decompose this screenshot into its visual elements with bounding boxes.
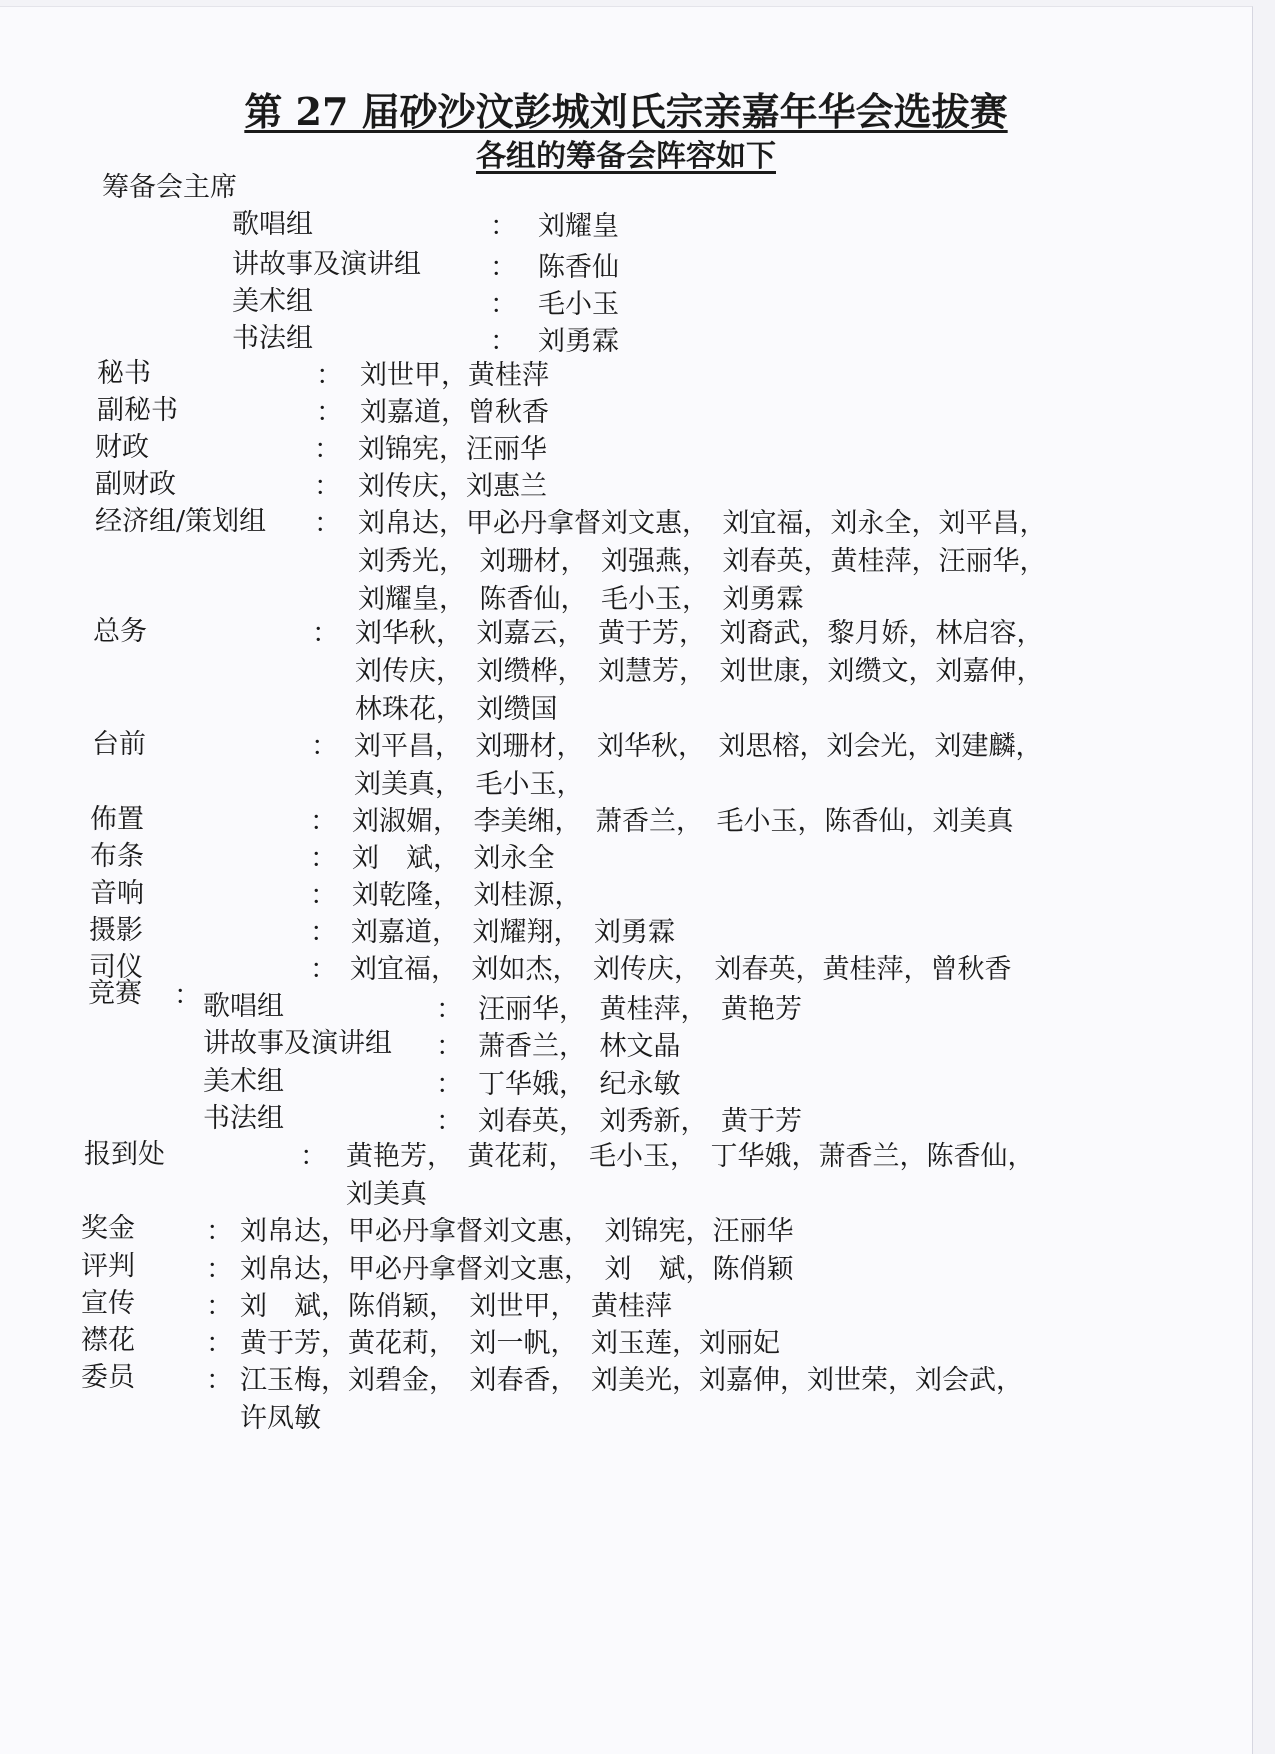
- competition-group-members: 丁华娥， 纪永敏: [478, 1069, 681, 1100]
- role-members: 刘宜福， 刘如杰， 刘传庆， 刘春英，黄桂萍，曾秋香: [350, 954, 1012, 985]
- colon-separator: ：: [490, 252, 517, 283]
- colon-separator: ：: [490, 211, 517, 242]
- role-label: 报到处: [84, 1139, 165, 1170]
- role-label: 财政: [95, 432, 149, 463]
- role-members: 刘 斌，陈俏颖， 刘世甲， 黄桂萍: [240, 1291, 672, 1322]
- document-subtitle: 各组的筹备会阵容如下: [476, 139, 776, 174]
- role-label: 秘书: [97, 358, 151, 389]
- role-members: 刘华秋， 刘嘉云， 黄于芳， 刘裔武，黎月娇，林启容，: [355, 618, 1044, 649]
- chairman-group-member: 陈香仙: [538, 252, 619, 283]
- competition-group-name: 歌唱组: [203, 991, 284, 1022]
- colon-separator: ：: [206, 1328, 233, 1359]
- role-label: 台前: [92, 729, 146, 760]
- document-title: 第 27 届砂沙汶彭城刘氏宗亲嘉年华会选拔赛: [244, 89, 1008, 134]
- role-members: 刘淑媚， 李美缃， 萧香兰， 毛小玉，陈香仙，刘美真: [352, 806, 1014, 837]
- colon-separator: ：: [310, 880, 337, 911]
- role-label: 襟花: [81, 1325, 135, 1356]
- role-members: 刘乾隆， 刘桂源，: [352, 880, 582, 911]
- role-members: 刘帛达，甲必丹拿督刘文惠， 刘宜福，刘永全，刘平昌，: [358, 508, 1047, 539]
- role-members: 刘美真， 毛小玉，: [354, 769, 584, 800]
- competition-group-name: 讲故事及演讲组: [203, 1028, 392, 1059]
- colon-separator: ：: [310, 954, 337, 985]
- chairman-group-name: 歌唱组: [232, 209, 313, 240]
- colon-separator: ：: [436, 1069, 463, 1100]
- role-members: 刘锦宪，汪丽华: [358, 434, 547, 465]
- colon-separator: ：: [314, 434, 341, 465]
- competition-group-members: 刘春英， 刘秀新， 黄于芳: [478, 1106, 802, 1137]
- role-label: 副财政: [95, 469, 176, 500]
- role-label: 布条: [90, 841, 144, 872]
- role-members: 江玉梅，刘碧金， 刘春香， 刘美光，刘嘉伸，刘世荣，刘会武，: [240, 1365, 1023, 1396]
- colon-separator: ：: [314, 471, 341, 502]
- chairman-group-name: 讲故事及演讲组: [232, 249, 421, 280]
- role-label: 司仪: [89, 952, 143, 983]
- colon-separator: ：: [206, 1291, 233, 1322]
- role-members: 许凤敏: [240, 1403, 321, 1434]
- colon-separator: ：: [206, 1216, 233, 1247]
- role-label: 音响: [90, 878, 144, 909]
- role-members: 刘 斌， 刘永全: [352, 843, 555, 874]
- role-label: 摄影: [89, 915, 143, 946]
- colon-separator: ：: [310, 806, 337, 837]
- role-members: 刘耀皇， 陈香仙， 毛小玉， 刘勇霖: [358, 584, 804, 615]
- competition-group-name: 美术组: [203, 1066, 284, 1097]
- role-members: 刘平昌， 刘珊材， 刘华秋， 刘思榕，刘会光，刘建麟，: [354, 731, 1043, 762]
- role-members: 刘嘉道， 刘耀翔， 刘勇霖: [351, 917, 675, 948]
- chairman-group-member: 刘耀皇: [538, 211, 619, 242]
- colon-separator: ：: [311, 731, 338, 762]
- role-members: 黄于芳，黄花莉， 刘一帆， 刘玉莲，刘丽妃: [240, 1328, 780, 1359]
- chairman-heading: 筹备会主席: [102, 172, 237, 203]
- colon-separator: ：: [490, 289, 517, 320]
- competition-group-members: 汪丽华， 黄桂萍， 黄艳芳: [478, 994, 802, 1025]
- competition-group-members: 萧香兰， 林文晶: [478, 1031, 681, 1062]
- competition-heading: 竞赛: [88, 978, 142, 1009]
- role-members: 黄艳芳， 黄花莉， 毛小玉， 丁华娥，萧香兰，陈香仙，: [346, 1141, 1035, 1172]
- colon-separator: ：: [300, 1141, 327, 1172]
- role-members: 刘嘉道，曾秋香: [360, 397, 549, 428]
- role-label: 总务: [93, 616, 147, 647]
- colon-separator: ：: [436, 1106, 463, 1137]
- colon-separator: ：: [436, 1031, 463, 1062]
- role-members: 刘帛达，甲必丹拿督刘文惠， 刘 斌，陈俏颖: [240, 1254, 794, 1285]
- colon-separator: ：: [310, 843, 337, 874]
- role-label: 评判: [81, 1251, 135, 1282]
- role-members: 刘帛达，甲必丹拿督刘文惠， 刘锦宪，汪丽华: [240, 1216, 794, 1247]
- role-label: 佈置: [90, 804, 144, 835]
- role-label: 委员: [81, 1362, 135, 1393]
- role-label: 副秘书: [97, 395, 178, 426]
- colon-separator: ：: [310, 917, 337, 948]
- role-members: 林珠花， 刘缵国: [355, 694, 558, 725]
- chairman-group-name: 书法组: [232, 323, 313, 354]
- document-page: [0, 6, 1253, 1754]
- chairman-group-name: 美术组: [232, 286, 313, 317]
- role-label: 宣传: [81, 1288, 135, 1319]
- colon-separator: ：: [312, 618, 339, 649]
- role-members: 刘美真: [346, 1179, 427, 1210]
- role-label: 奖金: [81, 1213, 135, 1244]
- colon-separator: ：: [314, 508, 341, 539]
- colon-separator: ：: [316, 360, 343, 391]
- colon-separator: ：: [436, 994, 463, 1025]
- role-members: 刘传庆，刘惠兰: [358, 471, 547, 502]
- role-label: 经济组/策划组: [95, 506, 267, 537]
- colon-separator: ：: [174, 980, 201, 1011]
- colon-separator: ：: [206, 1254, 233, 1285]
- role-members: 刘秀光， 刘珊材， 刘强燕， 刘春英，黄桂萍，汪丽华，: [358, 546, 1047, 577]
- colon-separator: ：: [206, 1365, 233, 1396]
- chairman-group-member: 毛小玉: [538, 289, 619, 320]
- competition-group-name: 书法组: [203, 1103, 284, 1134]
- colon-separator: ：: [316, 397, 343, 428]
- role-members: 刘世甲，黄桂萍: [360, 360, 549, 391]
- colon-separator: ：: [490, 326, 517, 357]
- chairman-group-member: 刘勇霖: [538, 326, 619, 357]
- role-members: 刘传庆， 刘缵桦， 刘慧芳， 刘世康，刘缵文，刘嘉伸，: [355, 656, 1044, 687]
